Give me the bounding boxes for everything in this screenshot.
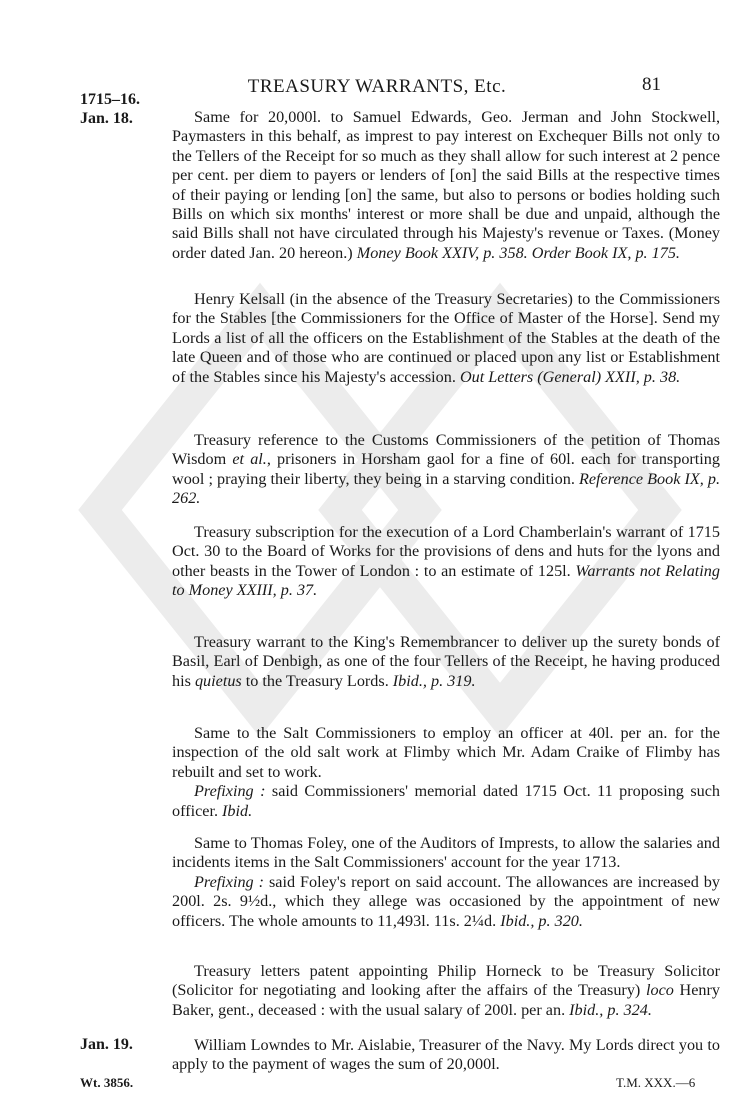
page-number: 81 (642, 74, 661, 95)
footer-signature-mark: T.M. XXX.—6 (616, 1075, 696, 1090)
margin-date-jan-19: Jan. 19. (80, 1036, 133, 1053)
footer-warrant-number: Wt. 3856. (80, 1075, 134, 1090)
entry-reference: Money Book XXIV, p. 358. Order Book IX, p. 175. (356, 243, 680, 262)
entry-william-lowndes: William Lowndes to Mr. Aislabie, Treasurer of the Navy. My Lords direct you to apply to the payment of wages the sum of 20,000l. (172, 1036, 720, 1074)
margin-date-jan-18: Jan. 18. (80, 110, 133, 127)
entry-reference: Reference Book IX, p. 262. (172, 469, 721, 508)
entry-reference: Ibid., p. 319. (392, 671, 476, 690)
margin-year: 1715–16. (80, 91, 140, 108)
entry-reference: Ibid., p. 324. (569, 1000, 652, 1019)
page-header-title: TREASURY WARRANTS, Etc. (247, 76, 507, 97)
entry-reference: Ibid. (222, 801, 253, 820)
entry-reference: Ibid., p. 320. (500, 911, 583, 930)
entry-kings-remembrancer: Treasury warrant to the King's Remembrancer to deliver up the surety bonds of Basil, Earl of Denbigh, as one of the four Tellers of the Receipt, he having produced his quietus to the Treasury Lords. Ibid., p. 319. (172, 633, 720, 690)
entry-stables-commissioners: Henry Kelsall (in the absence of the Treasury Secretaries) to the Commissioners for the Stables [the Commissioners for the Office of Master of the Horse]. Send my Lords a list of all the officers on the Establishment of the Stables at the death of the late Queen and of those who are continued or placed upon any list or Establishment of the Stables since his Majesty's accession. Out Letters (General) XXII, p. 38. (172, 290, 720, 386)
entry-salt-commissioners: Same to the Salt Commissioners to employ an officer at 40l. per an. for the inspection of the old salt work at Flimby which Mr. Adam Craike of Flimby has rebuilt and set to work. Prefixing : said Commissioners' memorial dated 1715 Oct. 11 proposing such officer. Ibid. (172, 724, 721, 820)
entry-customs-reference: Treasury reference to the Customs Commissioners of the petition of Thomas Wisdom et al., prisoners in Horsham gaol for a fine of 60l. each for transporting wool ; praying their liberty, they being in a starving condition. Reference Book IX, p. 262. (172, 431, 721, 508)
entry-thomas-foley: Same to Thomas Foley, one of the Auditors of Imprests, to allow the salaries and incidents items in the Salt Commissioners' account for the year 1713. Prefixing : said Foley's report on said account. The allowances are increased by 200l. 2s. 9½d., which they allege was occasioned by the appointment of new officers. The whole amounts to 11,493l. 11s. 2¼d. Ibid., p. 320. (172, 834, 720, 930)
entry-reference: Warrants not Relating to Money XXIII, p. 37. (172, 561, 720, 600)
prefixing-label: Prefixing : (194, 872, 264, 891)
entry-exchequer-bills: Same for 20,000l. to Samuel Edwards, Geo. Jerman and John Stockwell, Paymasters in this behalf, as imprest to pay interest on Exchequer Bills not only to the Tellers of the Receipt for so much as they shall allow for such interest at 2 pence per cent. per diem to payers or lenders of [on] the said Bills at the respective times of their paying or lending [on] the same, but also to persons or bodies holding such Bills on which six months' interest or more shall be due and unpaid, although the said Bills shall not have circulated through his Majesty's revenue or Taxes. (Money order dated Jan. 20 hereon.) Money Book XXIV, p. 358. Order Book IX, p. 175. (172, 108, 720, 262)
entry-reference: Out Letters (General) XXII, p. 38. (459, 367, 681, 386)
entry-treasury-solicitor: Treasury letters patent appointing Philip Horneck to be Treasury Solicitor (Solicitor for negotiating and looking after the affairs of the Treasury) loco Henry Baker, gent., deceased : with the usual salary of 200l. per an. Ibid., p. 324. (172, 962, 721, 1019)
entry-lord-chamberlain-warrant: Treasury subscription for the execution of a Lord Chamberlain's warrant of 1715 Oct. 30 to the Board of Works for the provisions of dens and huts for the lyons and other beasts in the Tower of London : to an estimate of 125l. Warrants not Relating to Money XXIII, p. 37. (172, 523, 720, 600)
prefixing-label: Prefixing : (194, 782, 266, 801)
